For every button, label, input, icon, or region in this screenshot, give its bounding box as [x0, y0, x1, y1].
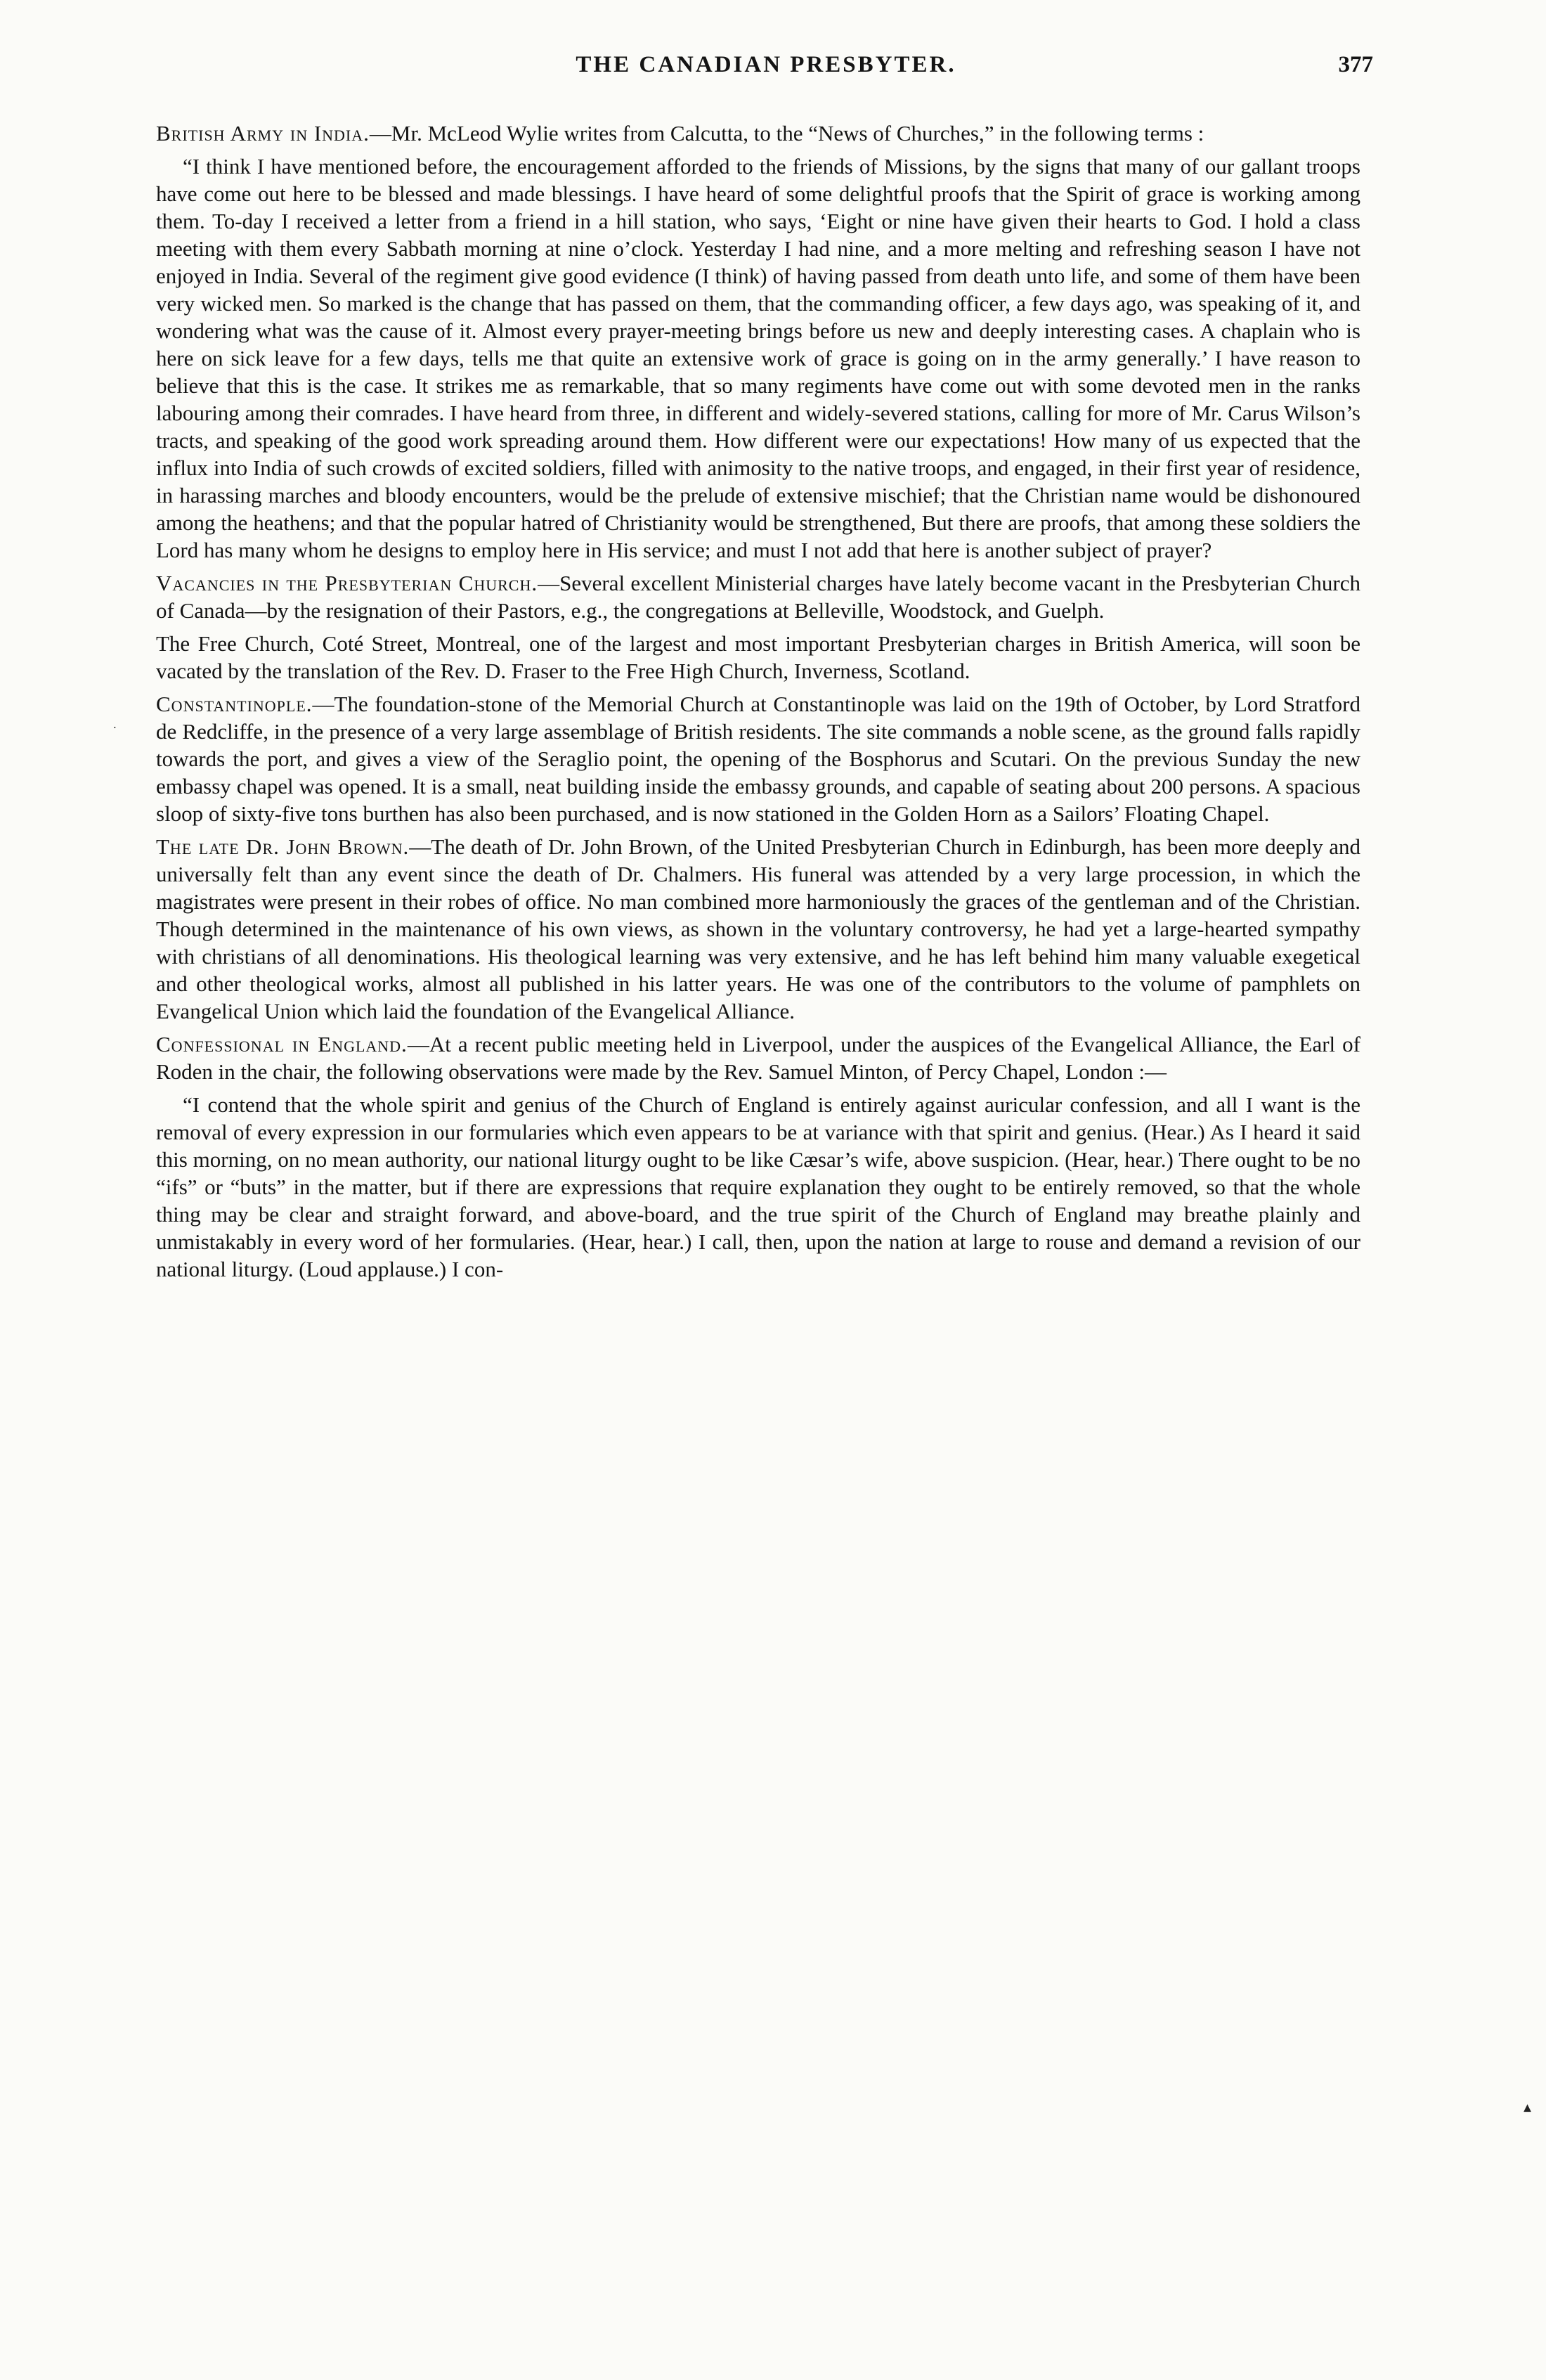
paragraph-constantinople	[156, 690, 1360, 827]
page-header	[155, 52, 1377, 94]
running-head: THE CANADIAN PRESBYTER.	[576, 52, 956, 77]
page-number: 377	[1338, 52, 1373, 77]
paragraph-john-brown	[156, 833, 1360, 1025]
article-body: “I contend that the whole spirit and genius of the Church of England is entirely against auricular confession, and all I want is the removal of every expression in our formularies which even appears to be at variance with that spirit and genius. (Hear.) As I heard it said this morning, on no mean authority, our national liturgy ought to be like Cæsar’s wife, above suspicion. (Hear, hear.) There ought to be no “ifs” or “buts” in the matter, but if there are expressions that require explanation they ought to be entirely removed, so that the whole thing may be clear and straight forward, and above-board, and the true spirit of the Church of England may breathe plainly and unmistakably in every word of her formularies. (Hear, hear.) I call, then, upon the nation at large to rouse and demand a revision of our national liturgy. (Loud applause.) I con-	[156, 1092, 1360, 1281]
article-heading: British Army in India.	[156, 121, 370, 145]
article-body: —The foundation-stone of the Memorial Church at Constantinople was laid on the 19th of October, by Lord Stratford de Redcliffe, in the presence of a very large assemblage of British residents. The site commands a noble scene, as the ground falls rapidly towards the port, and gives a view of the Seraglio point, the opening of the Bosphorus and Scutari. On the previous Sunday the new embassy chapel was opened. It is a small, neat building inside the embassy grounds, and capable of seating about 200 persons. A spacious sloop of sixty-five tons burthen has also been purchased, and is now stationed in the Golden Horn as a Sailors’ Floating Chapel.	[156, 692, 1360, 826]
article-heading: The late Dr. John Brown.	[156, 834, 410, 859]
article-heading: Constantinople.	[156, 692, 313, 716]
article-body: —Mr. McLeod Wylie writes from Calcutta, to the “News of Churches,” in the following terms :	[369, 121, 1204, 145]
text-column	[156, 119, 1360, 1288]
article-body: —The death of Dr. John Brown, of the United Presbyterian Church in Edinburgh, has been more deeply and universally felt than any event since the death of Dr. Chalmers. His funeral was attended by a very large procession, in which the magistrates were present in their robes of office. No man combined more harmoniously the graces of the gentleman and of the Christian. Though determined in the maintenance of his own views, as shown in the voluntary controversy, he had yet a large-hearted sympathy with christians of all denominations. His theological learning was very extensive, and he has left behind him many valuable exegetical and other theological works, almost all published in his latter years. He was one of the contributors to the volume of pamphlets on Evangelical Union which laid the foundation of the Evangelical Alliance.	[156, 834, 1360, 1023]
paragraph-british-army-quote	[156, 153, 1360, 564]
margin-mark: ▴	[1524, 2098, 1532, 2116]
paragraph-confessional-quote	[156, 1091, 1360, 1283]
article-heading: Vacancies in the Presbyterian Church.	[156, 571, 538, 595]
paragraph-confessional	[156, 1030, 1360, 1085]
article-body: The Free Church, Coté Street, Montreal, one of the largest and most important Presbyterian charges in British America, will soon be vacated by the translation of the Rev. D. Fraser to the Free High Church, Inverness, Scotland.	[156, 631, 1360, 683]
article-body: —At a recent public meeting held in Liverpool, under the auspices of the Evangelical Alliance, the Earl of Roden in the chair, the following observations were made by the Rev. Samuel Minton, of Percy Chapel, London :—	[156, 1032, 1360, 1084]
paragraph-british-army	[156, 119, 1360, 147]
article-heading: Confessional in England.	[156, 1032, 408, 1056]
article-body: “I think I have mentioned before, the encouragement afforded to the friends of Missions, by the signs that many of our gallant troops have come out here to be blessed and made blessings. I have heard of some delightful proofs that the Spirit of grace is working among them. To-day I received a letter from a friend in a hill station, who says, ‘Eight or nine have given their hearts to God. I hold a class meeting with them every Sabbath morning at nine o’clock. Yesterday I had nine, and a more melting and refreshing season I have not enjoyed in India. Several of the regiment give good evidence (I think) of having passed from death unto life, and some of them have been very wicked men. So marked is the change that has passed on them, that the commanding officer, a few days ago, was speaking of it, and wondering what was the cause of it. Almost every prayer-meeting brings before us new and deeply interesting cases. A chaplain who is here on sick leave for a few days, tells me that quite an extensive work of grace is going on in the army generally.’ I have reason to believe that this is the case. It strikes me as remarkable, that so many regiments have come out with some devoted men in the ranks labouring among their comrades. I have heard from three, in different and widely-severed stations, calling for more of Mr. Carus Wilson’s tracts, and speaking of the good work spreading around them. How different were our expectations! How many of us expected that the influx into India of such crowds of excited soldiers, filled with animosity to the native troops, and engaged, in their first year of residence, in harassing marches and bloody encounters, would be the prelude of extensive mischief; that the Christian name would be dishonoured among the heathens; and that the popular hatred of Christianity would be strengthened, But there are proofs, that among these soldiers the Lord has many whom he designs to employ here in His service; and must I not add that here is another subject of prayer?	[156, 154, 1360, 562]
paragraph-vacancies	[156, 569, 1360, 624]
article-body: —Several excellent Ministerial charges have lately become vacant in the Presbyterian Church of Canada—by the resignation of their Pastors, e.g., the congregations at Belleville, Woodstock, and Guelph.	[156, 571, 1361, 623]
margin-mark: ˙	[112, 724, 117, 739]
paragraph-free-church	[156, 630, 1360, 685]
